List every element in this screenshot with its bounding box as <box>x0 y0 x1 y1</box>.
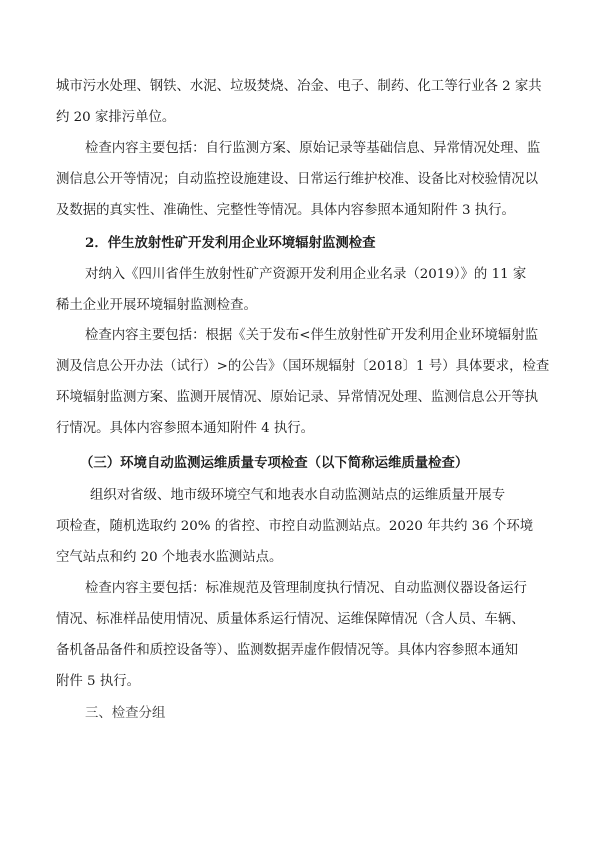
paragraph-pollutant-units <box>56 71 549 133</box>
text-line: 对纳入《四川省伴生放射性矿产资源开发利用企业名录（2019）》的 11 家 <box>85 267 527 282</box>
section-heading: （三）环境自动监测运维质量专项检查（以下简称运维质量检查） <box>80 455 469 471</box>
text-line: 检查内容主要包括：自行监测方案、原始记录等基础信息、异常情况处理、监 <box>85 141 541 156</box>
section-heading: 三、检查分组 <box>85 706 166 721</box>
text-line: 检查内容主要包括：根据《关于发布<伴生放射性矿开发利用企业环境辐射监 <box>85 328 539 343</box>
text-line: 项检查，随机选取约 20% 的省控、市控自动监测站点。2020 年共约 36 个环境 <box>56 519 534 534</box>
text-line: 测及信息公开办法（试行）>的公告》（国环规辐射〔2018〕1 号）具体要求，检查 <box>56 359 549 374</box>
text-line: 附件 5 执行。 <box>56 674 140 689</box>
paragraph-inspection-content-2 <box>56 320 549 444</box>
text-line: 约 20 家排污单位。 <box>56 110 176 125</box>
heading-auto-monitoring-quality <box>56 448 549 479</box>
text-line: 城市污水处理、钢铁、水泥、垃圾焚烧、冶金、电子、制药、化工等行业各 2 家共 <box>56 79 542 94</box>
heading-inspection-groups <box>56 698 549 729</box>
text-line: 测信息公开等情况；自动监控设施建设、日常运行维护校准、设备比对校验情况以 <box>56 172 539 187</box>
text-line: 及数据的真实性、准确性、完整性等情况。具体内容参照本通知附件 3 执行。 <box>56 203 515 218</box>
paragraph-inspection-content-3 <box>56 573 549 697</box>
paragraph-auto-monitoring-stations <box>56 480 549 573</box>
text-line: 情况、标准样品使用情况、质量体系运行情况、运维保障情况（含人员、车辆、 <box>56 612 525 627</box>
text-line: 空气站点和约 20 个地表水监测站点。 <box>56 550 283 565</box>
text-line: 检查内容主要包括：标准规范及管理制度执行情况、自动监测仪器设备运行 <box>85 581 527 596</box>
text-line: 稀土企业开展环境辐射监测检查。 <box>56 298 257 313</box>
heading-radiation-monitoring <box>56 228 549 259</box>
text-line: 行情况。具体内容参照本通知附件 4 执行。 <box>56 421 315 436</box>
paragraph-inspection-content-1 <box>56 133 549 226</box>
text-line: 组织对省级、地市级环境空气和地表水自动监测站点的运维质量开展专 <box>90 488 506 503</box>
section-heading: 2．伴生放射性矿开发利用企业环境辐射监测检查 <box>85 235 376 251</box>
text-line: 环境辐射监测方案、监测开展情况、原始记录、异常情况处理、监测信息公开等执 <box>56 390 539 405</box>
text-line: 备机备品备件和质控设备等）、监测数据弄虚作假情况等。具体内容参照本通知 <box>56 643 518 658</box>
paragraph-rare-earth-enterprises <box>56 259 549 321</box>
